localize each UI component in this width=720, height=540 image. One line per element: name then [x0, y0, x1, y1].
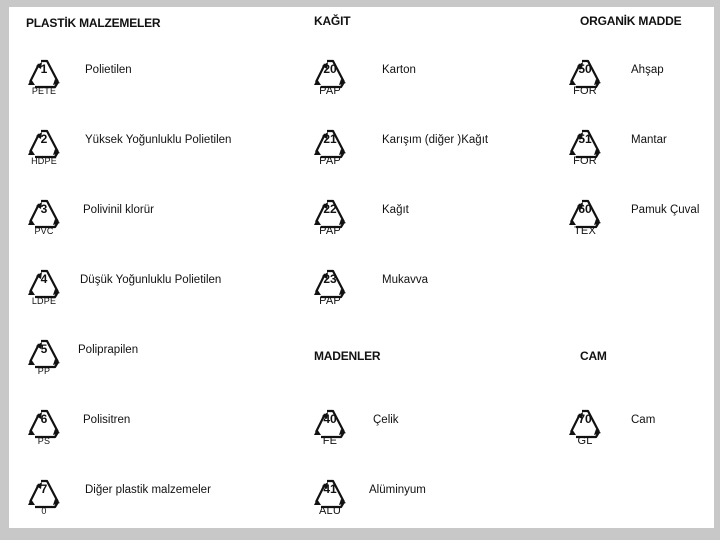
material-label: Karton [382, 64, 416, 76]
recycle-item-41 [307, 478, 547, 534]
material-label: Diğer plastik malzemeler [85, 484, 211, 496]
frame-top [0, 0, 720, 7]
recycle-abbr: 0 [41, 506, 47, 516]
recycle-item-6 [21, 408, 301, 464]
recycle-code: 3 [40, 202, 48, 216]
heading-kagit: KAĞIT [314, 14, 351, 28]
material-label: Pamuk Çuval [631, 204, 700, 216]
recycle-symbol [21, 198, 67, 256]
recycle-symbol [307, 198, 353, 256]
heading-madenler: MADENLER [314, 349, 381, 363]
recycle-code: 50 [578, 62, 592, 76]
recycle-code: 20 [323, 62, 337, 76]
recycle-symbol [562, 198, 608, 256]
recycle-abbr: PAP [319, 85, 341, 97]
material-label: Düşük Yoğunluklu Polietilen [80, 274, 222, 286]
recycle-item-1 [21, 58, 301, 114]
recycle-symbol [21, 478, 67, 536]
recycle-symbol [307, 268, 353, 326]
recycle-code: 5 [40, 342, 48, 356]
recycle-abbr: PS [37, 436, 51, 446]
recycle-symbol [562, 58, 608, 116]
recycle-code: 70 [578, 412, 592, 426]
recycle-code: 21 [323, 132, 337, 146]
recycle-item-20 [307, 58, 547, 114]
material-label: Mantar [631, 134, 667, 146]
material-label: Kağıt [382, 204, 409, 216]
recycle-code: 51 [578, 132, 592, 146]
recycle-item-50 [562, 58, 712, 114]
material-label: Cam [631, 414, 656, 426]
recycle-code: 40 [323, 412, 337, 426]
recycle-item-51 [562, 128, 712, 184]
recycle-symbol [21, 338, 67, 396]
recycle-item-7 [21, 478, 301, 534]
recycle-code: 1 [40, 62, 48, 76]
material-label: Polietilen [85, 64, 132, 76]
recycle-symbol [307, 128, 353, 186]
recycle-code: 7 [40, 482, 48, 496]
material-label: Alüminyum [369, 484, 426, 496]
material-label: Polivinil klorür [83, 204, 154, 216]
recycle-abbr: PAP [319, 225, 341, 237]
recycle-code: 41 [323, 482, 337, 496]
recycle-symbol [307, 58, 353, 116]
material-label: Ahşap [631, 64, 664, 76]
recycle-abbr: PAP [319, 295, 341, 307]
recycle-item-23 [307, 268, 547, 324]
material-label: Karışım (diğer )Kağıt [382, 134, 489, 146]
material-label: Poliprapilen [78, 344, 139, 356]
recycle-code: 2 [40, 132, 48, 146]
material-label: Yüksek Yoğunluklu Polietilen [85, 134, 232, 146]
recycle-abbr: HDPE [31, 156, 57, 166]
recycle-symbol [307, 478, 353, 536]
recycle-symbol [21, 58, 67, 116]
frame-right [714, 0, 720, 540]
recycle-abbr: FE [322, 435, 338, 447]
recycle-item-70 [562, 408, 712, 464]
recycle-code: 23 [323, 272, 337, 286]
recycle-code: 4 [40, 272, 48, 286]
recycle-abbr: PAP [319, 155, 341, 167]
recycle-abbr: PETE [31, 86, 57, 96]
recycle-abbr: FOR [573, 155, 597, 167]
recycle-item-3 [21, 198, 301, 254]
heading-plastik: PLASTİK MALZEMELER [26, 16, 161, 30]
recycle-symbol [21, 408, 67, 466]
recycle-item-2 [21, 128, 301, 184]
recycle-item-21 [307, 128, 547, 184]
material-label: Çelik [373, 414, 399, 426]
frame-left [0, 0, 9, 540]
recycle-item-60 [562, 198, 712, 254]
recycle-abbr: ALU [319, 505, 341, 517]
material-label: Polisitren [83, 414, 131, 426]
recycle-symbol [562, 128, 608, 186]
recycle-item-40 [307, 408, 547, 464]
recycle-symbol [307, 408, 353, 466]
recycle-symbol [562, 408, 608, 466]
recycle-code: 60 [578, 202, 592, 216]
recycle-item-5 [21, 338, 301, 394]
recycle-symbol [21, 268, 67, 326]
recycle-code: 6 [40, 412, 48, 426]
recycle-symbol [21, 128, 67, 186]
recycle-abbr: TEX [574, 225, 596, 237]
heading-organik: ORGANİK MADDE [580, 14, 682, 28]
recycle-abbr: GL [577, 435, 593, 447]
recycle-abbr: PP [37, 366, 51, 376]
recycle-abbr: FOR [573, 85, 597, 97]
recycle-abbr: PVC [34, 226, 54, 236]
material-label: Mukavva [382, 274, 429, 286]
heading-cam: CAM [580, 349, 607, 363]
recycle-code: 22 [323, 202, 337, 216]
recycle-abbr: LDPE [31, 296, 57, 306]
recycle-item-4 [21, 268, 301, 324]
recycle-item-22 [307, 198, 547, 254]
